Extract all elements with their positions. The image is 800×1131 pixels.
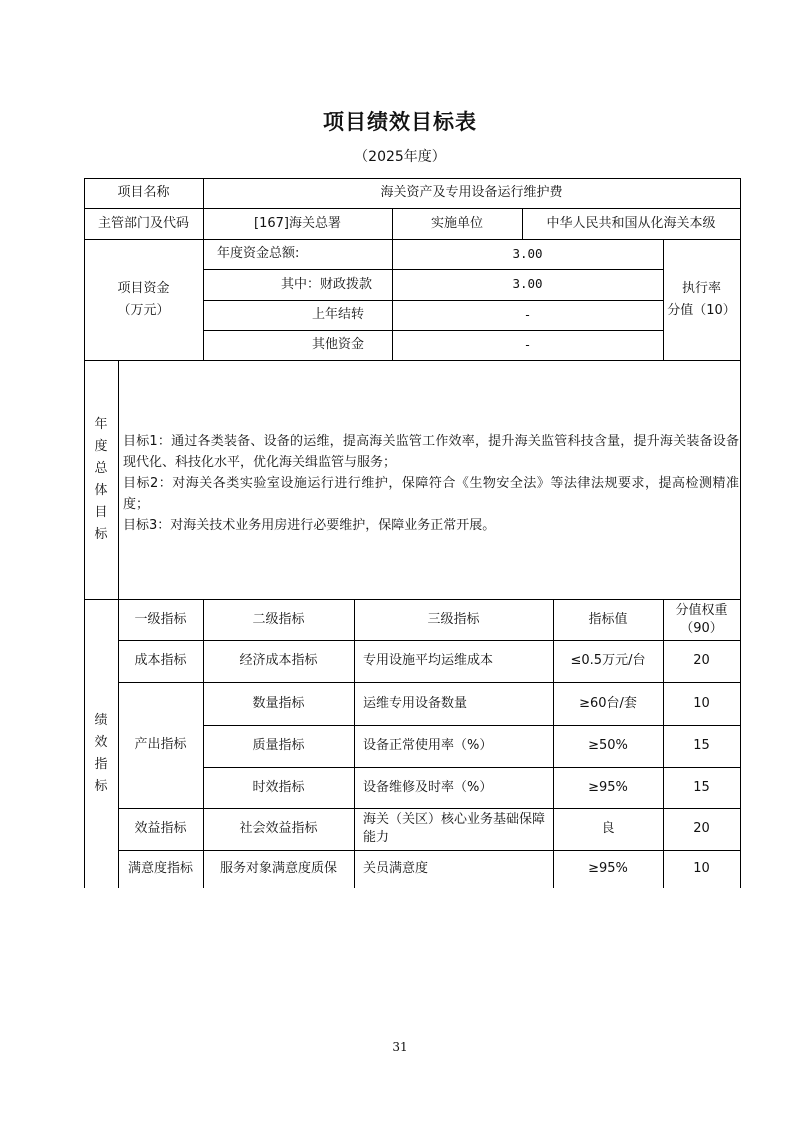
annual-goals-label [84,360,118,599]
execution-rate-line2: 分值（10） [667,302,736,318]
indicator-level2: 社会效益指标 [239,821,318,837]
page-subtitle: （2025年度） [354,149,446,165]
indicator-level3: 设备维修及时率（%） [363,779,493,795]
annual-goals-label-char: 年 [94,416,108,432]
performance-label-char: 效 [94,734,108,750]
indicator-level3: 海关（关区）核心业务基础保障能力 [363,812,546,845]
funds-label-line2: （万元） [117,302,170,318]
indicator-level2: 数量指标 [252,695,305,711]
project-name-value: 海关资产及专用设备运行维护费 [380,185,563,201]
annual-goals-label-char: 体 [94,482,108,498]
funds-row-value: 3.00 [512,245,543,261]
goal-item: 目标3：对海关技术业务用房进行必要维护，保障业务正常开展。 [123,518,496,533]
page-title: 项目绩效目标表 [323,110,477,134]
funds-row-value: 3.00 [512,276,543,292]
indicator-level2: 质量指标 [252,738,305,754]
performance-label-char: 绩 [94,712,108,728]
indicator-level3: 设备正常使用率（%） [363,738,493,754]
header-value: 指标值 [588,611,628,627]
indicator-level3: 关员满意度 [363,861,429,877]
indicator-level2: 时效指标 [252,779,305,795]
funds-row-label: 其中：财政拨款 [280,276,372,292]
goal-item: 目标2：对海关各类实验室设施运行进行维护，保障符合《生物安全法》等法律法规要求，提高检测精准度； [123,476,739,512]
indicator-value: 良 [601,821,615,837]
header-level1: 一级指标 [134,611,187,627]
dept-value: [167]海关总署 [254,215,341,231]
indicator-weight: 20 [693,821,710,837]
indicator-value: ≤0.5万元/台 [570,653,646,669]
indicator-level2: 经济成本指标 [239,653,318,669]
group-satisfaction: 满意度指标 [127,861,193,877]
indicator-weight: 15 [693,779,710,795]
indicator-value: ≥95% [588,861,628,877]
unit-value: 中华人民共和国从化海关本级 [546,215,716,231]
annual-goals-label-char: 度 [94,438,108,454]
annual-goals-label-char: 目 [94,504,108,520]
table-border-right [740,178,741,888]
header-weight [663,599,740,640]
indicator-weight: 15 [693,738,710,754]
indicator-value: ≥95% [588,779,628,795]
funds-row-label: 其他资金 [311,337,364,353]
header-weight-line1: 分值权重 [675,602,728,618]
indicator-level3: 专用设施平均运维成本 [363,653,494,669]
execution-rate-line1: 执行率 [681,280,721,296]
dept-label: 主管部门及代码 [97,215,189,231]
indicator-level2: 服务对象满意度质保 [219,861,337,877]
table-line [84,360,741,361]
annual-goals-text [123,431,739,536]
funds-row-value: - [523,306,532,322]
unit-label: 实施单位 [430,215,483,231]
header-level3: 三级指标 [427,611,480,627]
goal-item: 目标1：通过各类装备、设备的运维，提高海关监管工作效率，提升海关监管科技含量，提升海关装备设备现代化、科技化水平，优化海关缉监管与服务； [123,434,739,470]
performance-label-char: 指 [94,756,108,772]
indicator-level3: 运维专用设备数量 [363,695,468,711]
indicator-weight: 20 [693,653,710,669]
funds-row-value: - [523,336,532,352]
annual-goals-label-char: 标 [94,526,108,542]
header-weight-line2: （90） [680,620,723,636]
funds-label [84,239,203,360]
funds-row-label: 年度资金总额: [217,246,300,262]
execution-rate-label [663,239,740,360]
indicator-weight: 10 [693,695,710,711]
indicator-value: ≥60台/套 [579,695,637,711]
indicator-weight: 10 [693,861,710,877]
performance-label-char: 标 [94,778,108,794]
funds-row-label: 上年结转 [311,307,364,323]
page-number: 31 [392,1040,408,1054]
indicator-value: ≥50% [588,738,628,754]
group-benefit: 效益指标 [134,821,187,837]
annual-goals-label-char: 总 [94,460,108,476]
project-name-label: 项目名称 [117,185,170,201]
funds-label-line1: 项目资金 [117,280,170,296]
performance-indicators-label [84,599,118,888]
group-cost: 成本指标 [134,653,187,669]
header-level2: 二级指标 [252,611,305,627]
group-output: 产出指标 [134,737,187,753]
